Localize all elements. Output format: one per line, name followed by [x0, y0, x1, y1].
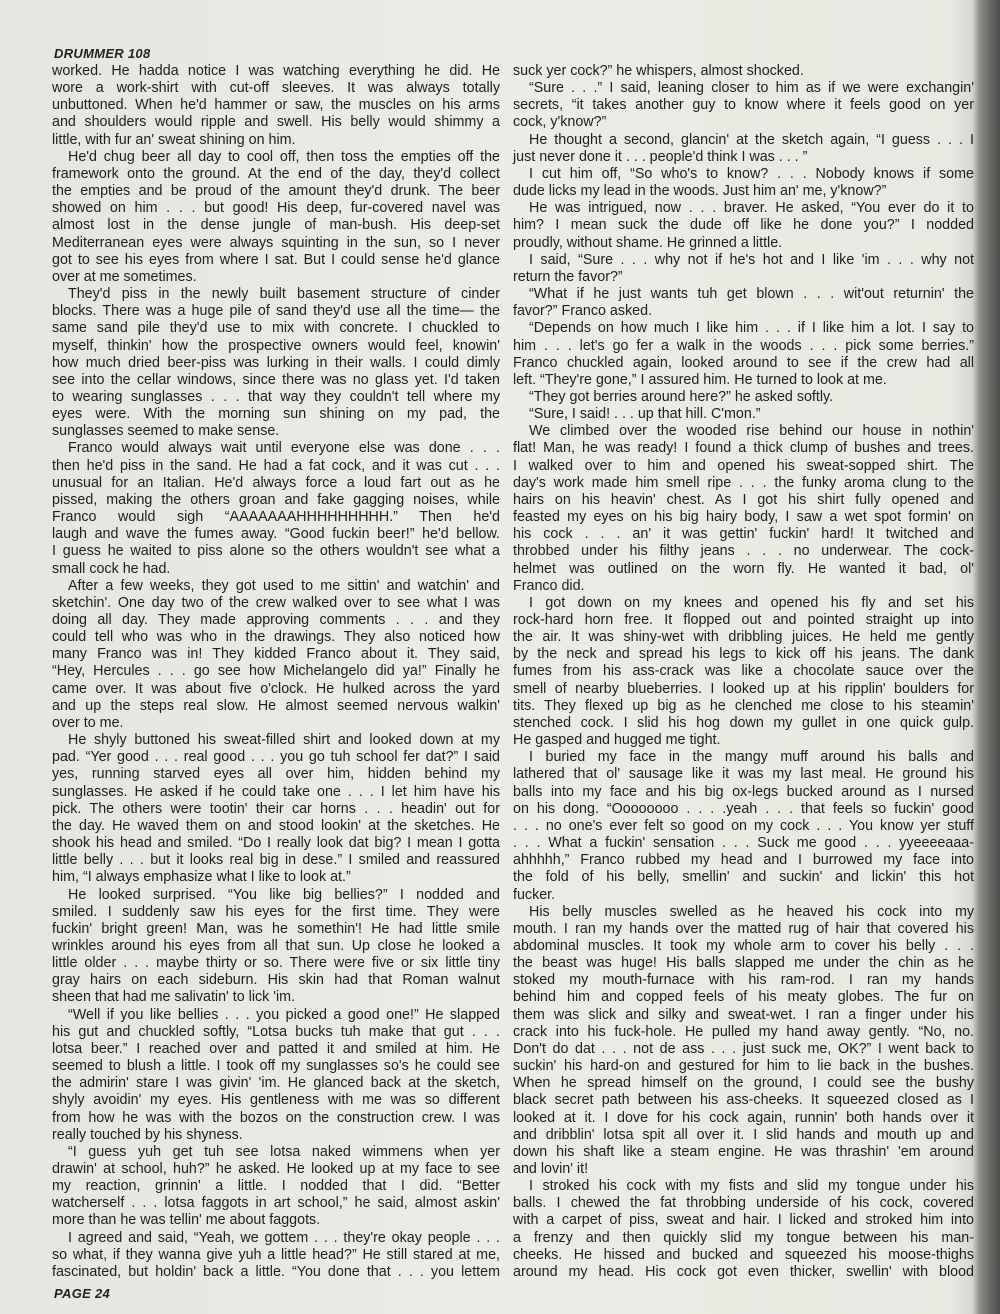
text-line: little older . . . maybe thirty or so. There were five or six little tiny — [52, 955, 500, 972]
text-line: . . . What a fuckin' sensation . . . Suck me good . . . yyeeeeaaa- — [513, 835, 974, 852]
running-header: DRUMMER 108 — [54, 46, 151, 61]
text-line: framework onto the ground. At the end of the day, they'd collect — [52, 165, 500, 182]
text-line: I cut him off, “So who's to know? . . . Nobody knows if some — [529, 165, 974, 182]
text-line: so what, if they wanna give yuh a little head?” He still stared at me, — [52, 1246, 500, 1263]
text-line: He shyly buttoned his sweat-filled shirt and looked down at my — [68, 732, 500, 749]
text-line: They'd piss in the newly built basement structure of cinder — [68, 286, 500, 303]
text-line: came over. It was about five o'clock. He hulked across the yard — [52, 680, 500, 697]
text-line: little belly . . . but it looks real big in dese.” I smiled and reassured — [52, 852, 500, 869]
paragraph — [513, 286, 974, 320]
paragraph — [513, 320, 974, 389]
text-line: lotsa beer.” I reached over and patted it and smiled at him. He — [52, 1040, 500, 1057]
text-line: I agreed and said, “Yeah, we gottem . . . they're okay people . . . — [68, 1229, 500, 1246]
text-line: feasted my eyes on his big hairy body, I saw a wet spot formin' on — [513, 509, 974, 526]
text-line: pissed, making the others groan and fake gagging noises, while — [52, 491, 500, 508]
text-line: on his dong. “Oooooooo . . . .yeah . . . that feels so fuckin' good — [513, 800, 974, 817]
text-line: behind him and copped feels of his meaty globes. The fur on — [513, 989, 974, 1006]
text-line: I walked over to him and opened his sweat-sopped shirt. The — [513, 457, 974, 474]
text-line: the fold of his belly, smellin' and suckin' and lickin' this hot — [513, 869, 974, 886]
text-line: He thought a second, glancin' at the sketch again, “I guess . . . I — [529, 131, 974, 148]
text-line: small cock he had. — [52, 560, 171, 577]
text-line: abdominal muscles. It took my whole arm to cover his belly . . . — [513, 937, 974, 954]
text-line: almost lost in the dense jungle of man-bush. His deep-set — [52, 217, 500, 234]
text-line: him? I mean suck the dude off like he done you?” I nodded — [513, 217, 974, 234]
text-line: and dribblin' lotsa spit all over it. I slid hands and mouth up and — [513, 1126, 974, 1143]
text-line: looked at it. I dove for his cock again, runnin' both hands over it — [513, 1109, 974, 1126]
text-line: After a few weeks, they got used to me sittin' and watchin' and — [68, 577, 500, 594]
text-line: “Sure, I said! . . . up that hill. C'mon.” — [529, 406, 761, 423]
paragraph — [513, 595, 974, 749]
text-line: flat! Man, he was ready! I found a thick clump of bushes and trees. — [513, 440, 974, 457]
text-line: ahhhhh,” Franco rubbed my head and I burrowed my face into — [513, 852, 974, 869]
text-line: drawin' at school, huh?” he asked. He looked up at my face to see — [52, 1161, 500, 1177]
text-line: crack into his fuck-hole. He pulled my hand away gently. “No, no. — [513, 1023, 974, 1040]
text-line: He'd chug beer all day to cool off, then toss the empties off the — [68, 148, 500, 165]
text-line: fumes from his ass-crack was like a chocolate sauce over the — [513, 663, 974, 680]
text-line: Don't do dat . . . not de ass . . . just suck me, OK?” I went back to — [513, 1040, 974, 1057]
text-line: blocks. There was a huge pile of sand they'd use all the time— the — [52, 303, 500, 320]
paragraph — [52, 887, 500, 1007]
text-line: sketchin'. One day two of the crew walked over to see what I was — [52, 594, 500, 611]
text-line: fascinated, but holdin' back a little. “You done that . . . you lettem — [52, 1263, 500, 1280]
text-line: We climbed over the wooded rise behind our house in nothin' — [529, 423, 974, 440]
paragraph — [513, 1178, 974, 1281]
text-line: sunglasses. He asked if he could take one . . . I let him have his — [52, 783, 500, 800]
text-line: suck yer cock?” he whispers, almost shocked. — [513, 63, 804, 79]
text-line: “Hey, Hercules . . . go see how Michelangelo did ya!” Finally he — [52, 663, 500, 680]
text-line: mouth. I ran my hands over the matted rug of hair that covered his — [513, 920, 974, 937]
text-line: over to me. — [52, 714, 124, 731]
text-line: the air. It was shiny-wet with dribbling juices. He held me gently — [513, 629, 974, 646]
text-line: . . . no one's ever felt so good on my cock . . . You know yer stuff — [513, 817, 974, 834]
paragraph — [52, 149, 500, 286]
text-column-left — [52, 63, 500, 1281]
text-line: tits. They flexed up big as he clenched me close to his steamin' — [513, 697, 974, 714]
paragraph — [52, 1007, 500, 1144]
text-line: lathered that ol' sausage like it was my last meal. He ground his — [513, 766, 974, 783]
text-line: a frenzy and then quickly slid my tongue between his man- — [513, 1229, 974, 1246]
text-line: throbbed under his filthy jeans . . . no underwear. The cock- — [513, 543, 974, 560]
paragraph — [52, 63, 500, 149]
paragraph — [52, 732, 500, 886]
text-line: sunglasses seemed to make sense. — [52, 423, 280, 440]
paragraph — [513, 389, 974, 406]
text-line: could tell who was who in the drawings. They also noticed how — [52, 629, 500, 646]
text-line: Franco did. — [513, 577, 585, 594]
text-line: favor?” Franco asked. — [513, 303, 653, 320]
paragraph — [513, 423, 974, 595]
text-line: him . . . let's go fer a walk in the woods . . . pick some berries.” — [513, 337, 974, 354]
text-line: got to see his eyes from where I sat. But I could sense he'd glance — [52, 251, 500, 268]
text-line: really touched by his shyness. — [52, 1126, 243, 1143]
text-line: watcherself . . . lotsa faggots in art school,” he said, almost askin' — [52, 1195, 500, 1212]
paragraph — [513, 80, 974, 131]
text-line: left. “They're gone,” I assured him. He turned to look at me. — [513, 371, 887, 388]
text-line: then he'd piss in the sand. He had a fat cock, and it was cut . . . — [52, 457, 500, 474]
text-line: his cock . . . an' it was gettin' fuckin' hard! It twitched and — [513, 526, 974, 543]
text-line: I stroked his cock with my fists and slid my tongue under his — [529, 1178, 974, 1195]
text-line: seemed to blush a little. I took off my sunglasses so's he could see — [52, 1058, 500, 1075]
text-line: pick. The others were tootin' their car horns . . . headin' out for — [52, 800, 500, 817]
text-line: return the favor?” — [513, 268, 623, 285]
text-line: see into the cellar windows, since there was no glass yet. I'd taken — [52, 371, 500, 388]
paragraph — [513, 252, 974, 286]
text-line: I got down on my knees and opened his fly and set his — [529, 594, 974, 611]
paragraph — [52, 578, 500, 732]
text-line: Franco would always wait until everyone else was done . . . — [68, 440, 500, 457]
paragraph — [513, 406, 974, 423]
text-line: gray hairs on each sideburn. His skin had that Roman walnut — [52, 972, 500, 989]
text-line: Mediterranean eyes were always squinting in the sun, so I never — [52, 234, 500, 251]
text-line: I said, “Sure . . . why not if he's hot and I like 'im . . . why not — [529, 251, 974, 268]
text-line: proudly, without shame. He grinned a little. — [513, 234, 783, 251]
text-line: by the neck and spread his legs to kick off his jeans. The dank — [513, 646, 974, 663]
text-line: When he spread himself on the ground, I could see the bushy — [513, 1075, 974, 1092]
text-line: sheen that had me salivatin' to lick 'im. — [52, 989, 296, 1006]
text-line: He looked surprised. “You like big bellies?” I nodded and — [68, 886, 500, 903]
text-line: balls into my face and his big ox-legs bucked around as I nursed — [513, 783, 974, 800]
text-line: rock-hard horn free. It flopped out and pointed straight up into — [513, 612, 974, 628]
text-line: wrinkles around his eyes from all that sun. Up close he looked a — [52, 937, 500, 954]
text-line: suckin' his hard-on and gestured for him to lie back in the bushes. — [513, 1058, 974, 1075]
text-line: wore a work-shirt with cut-off sleeves. It was always totally — [52, 80, 500, 97]
text-line: and up the steps real slow. He almost seemed nervous walkin' — [52, 697, 500, 714]
text-line: same sand pile they'd use to mix with concrete. I chuckled to — [52, 320, 500, 337]
text-line: fuckin' bright green! Man, was he somethin'! He had little smile — [52, 920, 500, 937]
text-line: helmet was outlined on the worn fly. He wanted it bad, ol' — [513, 560, 974, 577]
text-line: how much dried beer-piss was lurking in their walls. I could dimly — [52, 354, 500, 371]
text-line: His belly muscles swelled as he heaved his cock into my — [529, 903, 974, 920]
text-line: little, with fur an' sweat shining on him. — [52, 131, 296, 148]
text-line: Franco would sigh “AAAAAAAHHHHHHHHH.” Then he'd — [52, 509, 500, 526]
text-line: to wearing sunglasses . . . that way they couldn't tell where my — [52, 388, 500, 405]
text-line: from how he was with the bozos on the construction crew. I was — [52, 1109, 500, 1126]
text-line: my reaction, grinnin' a little. I nodded that I did. “Better — [52, 1178, 500, 1195]
paragraph — [513, 166, 974, 200]
text-line: myself, thinkin' how the prospective owners would feel, knowin' — [52, 337, 500, 354]
paragraph — [52, 1230, 500, 1281]
text-line: smell of nearby blueberries. I looked up at his ripplin' boulders for — [513, 680, 974, 697]
text-line: the day. He waved them on and stood lookin' at the sketches. He — [52, 817, 500, 834]
text-line: Franco chuckled again, looked around to see if the crew had all — [513, 354, 974, 371]
text-line: black secret path between his ass-cheeks. It squeezed closed as I — [513, 1092, 974, 1109]
text-line: unbuttoned. When he'd hammer or saw, the muscles on his arms — [52, 97, 500, 114]
text-line: them was slick and silky and sweat-wet. I ran a finger under his — [513, 1006, 974, 1023]
text-line: shyly avoidin' my eyes. His gentleness with me was so different — [52, 1092, 500, 1109]
text-line: pad. “Yer good . . . real good . . . you go tuh school fer dat?” I said — [52, 749, 500, 766]
text-line: eyes were. With the morning sun shining on my pad, the — [52, 406, 500, 423]
text-line: “Sure . . .” I said, leaning closer to him as if we were exchangin' — [529, 80, 974, 97]
text-line: around my head. His cock got even thicker, swellin' with blood — [513, 1263, 974, 1280]
paragraph — [513, 200, 974, 251]
paragraph — [513, 132, 974, 166]
paragraph — [513, 63, 974, 80]
text-line: unusual for an Italian. He'd always force a loud fart out as he — [52, 474, 500, 491]
text-line: “Depends on how much I like him . . . if I like him a lot. I say to — [529, 320, 974, 337]
text-line: his gut and chuckled softly, “Lotsa bucks tuh make that gut . . . — [52, 1023, 500, 1040]
text-line: “I guess yuh get tuh see lotsa naked wimmens when yer — [68, 1143, 500, 1160]
text-line: hairs on his heavin' chest. As I got his shirt fully opened and — [513, 491, 974, 508]
text-line: doing all day. They made approving comments . . . and they — [52, 612, 500, 628]
text-line: the admirin' stare I was givin' 'im. He glanced back at the sketch, — [52, 1075, 500, 1092]
text-line: cock, y'know?” — [513, 114, 607, 131]
text-line: secrets, “it takes another guy to know where it feels good on yer — [513, 97, 974, 114]
text-line: just never done it . . . people'd think I was . . . ” — [513, 148, 808, 165]
text-line: over at me sometimes. — [52, 268, 197, 285]
text-line: showed on him . . . but good! His deep, fur-covered navel was — [52, 200, 500, 217]
paragraph — [52, 440, 500, 577]
text-line: many Franco was in! They kidded Franco about it. They said, — [52, 646, 500, 663]
page-number: PAGE 24 — [54, 1286, 111, 1301]
text-line: “Well if you like bellies . . . you picked a good one!” He slapped — [68, 1006, 500, 1023]
text-line: day's work made him smell ripe . . . the funky aroma clung to the — [513, 474, 974, 491]
text-line: the beast was huge! His balls slapped me under the chin as he — [513, 955, 974, 972]
text-line: dude licks my lead in the woods. Just him an' me, y'know?” — [513, 183, 887, 200]
text-line: him, “I always emphasize what I like to look at.” — [52, 869, 351, 886]
text-column-right — [513, 63, 974, 1281]
text-line: balls. I chewed the fat throbbing underside of his cock, covered — [513, 1195, 974, 1212]
text-line: I guess he waited to piss alone so the others wouldn't see what a — [52, 543, 500, 560]
text-line: smiled. I suddenly saw his eyes for the first time. They were — [52, 903, 500, 920]
text-line: stoked my mouth-furnace with his ram-rod. I ran my hands — [513, 972, 974, 989]
text-line: worked. He hadda notice I was watching everything he did. He — [52, 63, 500, 79]
text-line: cheeks. He hissed and bucked and squeezed his moose-thighs — [513, 1246, 974, 1263]
text-line: shook his head and smiled. “Do I really look dat big? I mean I gotta — [52, 835, 500, 852]
text-line: more than he was tellin' me about faggots. — [52, 1212, 321, 1229]
text-line: I buried my face in the mangy muff around his balls and — [529, 749, 974, 766]
text-line: down his shaft like a steam engine. He was thrashin' 'em around — [513, 1143, 974, 1160]
paragraph — [513, 904, 974, 1179]
text-line: fucker. — [513, 886, 556, 903]
text-line: “What if he just wants tuh get blown . . . wit'out returnin' the — [529, 286, 974, 303]
text-line: He was intrigued, now . . . braver. He asked, “You ever do it to — [529, 200, 974, 217]
text-line: laugh and wave the fumes away. “Good fuckin beer!” he'd bellow. — [52, 526, 500, 543]
text-line: “They got berries around here?” he asked softly. — [529, 388, 834, 405]
paragraph — [52, 286, 500, 440]
text-line: He gasped and hugged me tight. — [513, 732, 721, 749]
text-line: the empties and be proud of the amount they'd drunk. The beer — [52, 183, 500, 200]
text-line: yes, running starved eyes all over him, hidden behind my — [52, 766, 500, 783]
text-line: with a carpet of piss, sweat and hair. I licked and stroked him into — [513, 1212, 974, 1229]
text-line: stenched cock. I slid his hog down my gullet in one quick gulp. — [513, 714, 974, 731]
text-line: and lovin' it! — [513, 1161, 589, 1177]
text-line: and shoulders would ripple and swell. His belly would shimmy a — [52, 114, 500, 131]
paragraph — [52, 1144, 500, 1230]
paragraph — [513, 749, 974, 903]
